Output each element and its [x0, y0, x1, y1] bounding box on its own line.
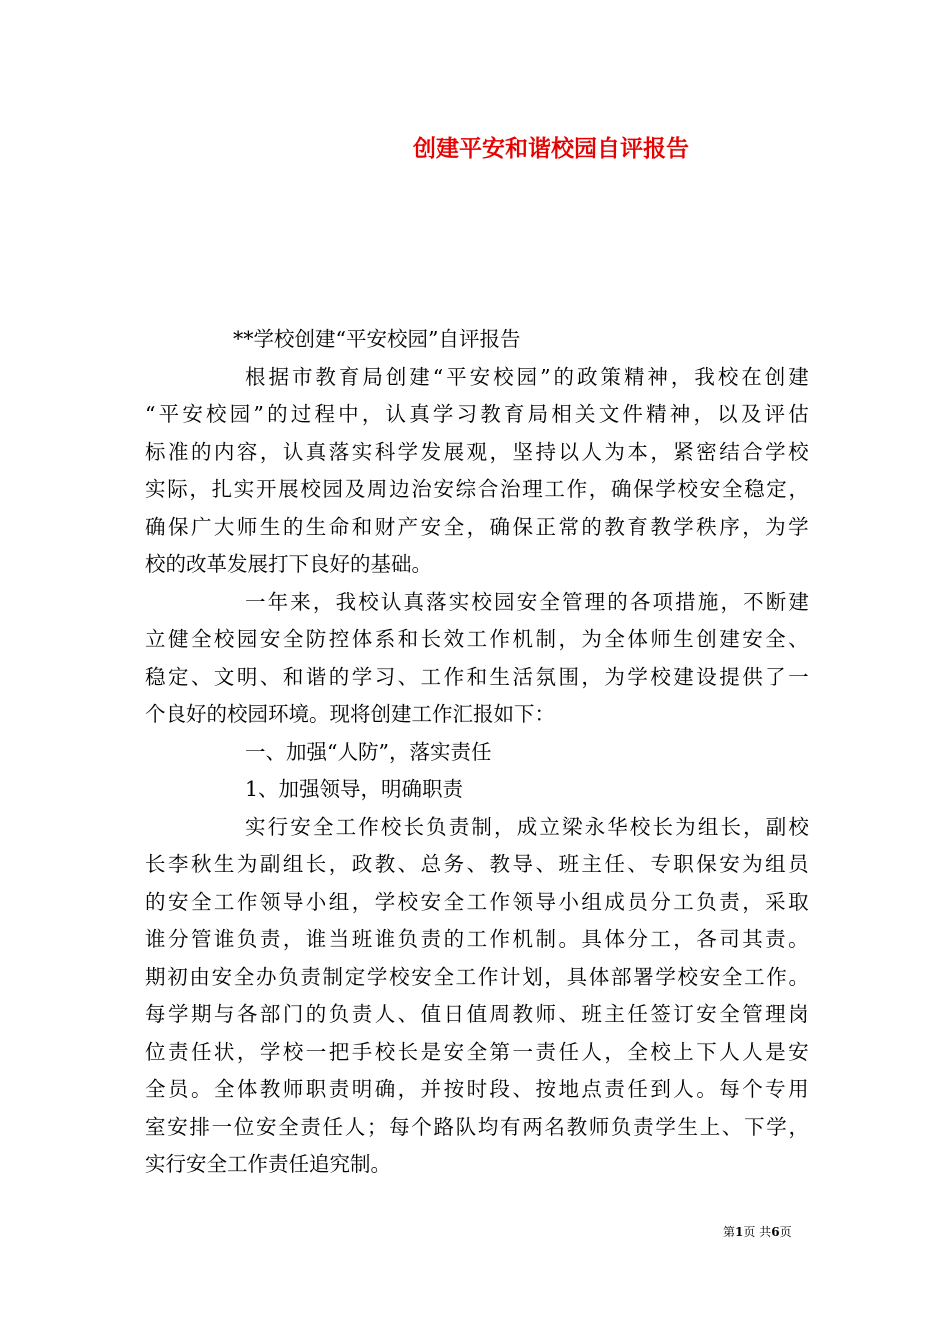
text-line: **学校创建“平安校园”自评报告: [233, 327, 521, 351]
text-line: 1、加强领导，明确职责: [245, 777, 464, 801]
footer-total-pages: 6: [771, 1225, 780, 1239]
text-line: 的 安 全 工 作 领 导 小 组 ， 学 校 安 全 工 作 领 导 小 组 成 员 分 工 负 责 ， 采 取: [145, 889, 809, 914]
text-line: 立 健 全 校 园 安 全 防 控 体 系 和 长 效 工 作 机 制 ， 为 全 体 师 生 创 建 安 全 、: [145, 627, 809, 651]
text-line: 一、加强“人防”，落实责任: [245, 739, 492, 764]
text-line: 确 保 广 大 师 生 的 生 命 和 财 产 安 全 ， 确 保 正 常 的 教 育 教 学 秩 序 ， 为 学: [145, 514, 809, 539]
text-line: 位 责 任 状 ， 学 校 一 把 手 校 长 是 安 全 第 一 责 任 人 ， 全 校 上 下 人 人 是 安: [145, 1039, 809, 1064]
text-line: 期 初 由 安 全 办 负 责 制 定 学 校 安 全 工 作 计 划 ， 具 体 部 署 学 校 安 全 工 作 。: [145, 964, 809, 989]
text-line: 长 李 秋 生 为 副 组 长 ， 政 教 、 总 务 、 教 导 、 班 主 任 、 专 职 保 安 为 组 员: [145, 852, 809, 876]
text-line: 标 准 的 内 容 ， 认 真 落 实 科 学 发 展 观 ， 坚 持 以 人 为 本 ， 紧 密 结 合 学 校: [145, 439, 809, 464]
footer-suffix: 页: [779, 1225, 792, 1239]
text-line: 每 学 期 与 各 部 门 的 负 责 人 、 值 日 值 周 教 师 、 班 主 任 签 订 安 全 管 理 岗: [145, 1002, 809, 1026]
text-line: 稳 定 、 文 明 、 和 谐 的 学 习 、 工 作 和 生 活 氛 围 ， 为 学 校 建 设 提 供 了 一: [145, 664, 809, 689]
footer-prefix: 第: [723, 1225, 736, 1239]
text-line: 校的改革发展打下良好的基础。: [145, 552, 432, 576]
text-line: 全 员 。 全 体 教 师 职 责 明 确 ， 并 按 时 段 、 按 地 点 责 任 到 人 。 每 个 专 用: [145, 1077, 809, 1101]
text-line: 个良好的校园环境。现将创建工作汇报如下：: [145, 702, 555, 726]
text-line: 根 据 市 教 育 局 创 建 “ 平 安 校 园 ” 的 政 策 精 神 ， 我 校 在 创 建: [245, 364, 809, 389]
text-line: 谁 分 管 谁 负 责 ， 谁 当 班 谁 负 责 的 工 作 机 制 。 具 体 分 工 ， 各 司 其 责 。: [145, 927, 809, 951]
text-line: 实 际 ， 扎 实 开 展 校 园 及 周 边 治 安 综 合 治 理 工 作 ， 确 保 学 校 安 全 稳 定 ，: [145, 477, 809, 501]
text-line: 室 安 排 一 位 安 全 责 任 人 ； 每 个 路 队 均 有 两 名 教 师 负 责 学 生 上 、 下 学 ，: [145, 1114, 809, 1139]
page-footer: [723, 1224, 792, 1240]
document-title: 创建平安和谐校园自评报告: [413, 135, 689, 162]
text-line: “ 平 安 校 园 ” 的 过 程 中 ， 认 真 学 习 教 育 局 相 关 文 件 精 神 ， 以 及 评 估: [145, 402, 809, 426]
footer-middle: 页 共: [743, 1225, 772, 1239]
text-line: 实 行 安 全 工 作 校 长 负 责 制 ， 成 立 梁 永 华 校 长 为 组 长 ， 副 校: [245, 814, 809, 839]
document-body: [145, 321, 809, 1184]
footer-page-number: 1: [735, 1225, 744, 1239]
text-line: 实行安全工作责任追究制。: [145, 1152, 391, 1176]
text-line: 一 年 来 ， 我 校 认 真 落 实 校 园 安 全 管 理 的 各 项 措 施 ， 不 断 建: [245, 589, 809, 614]
